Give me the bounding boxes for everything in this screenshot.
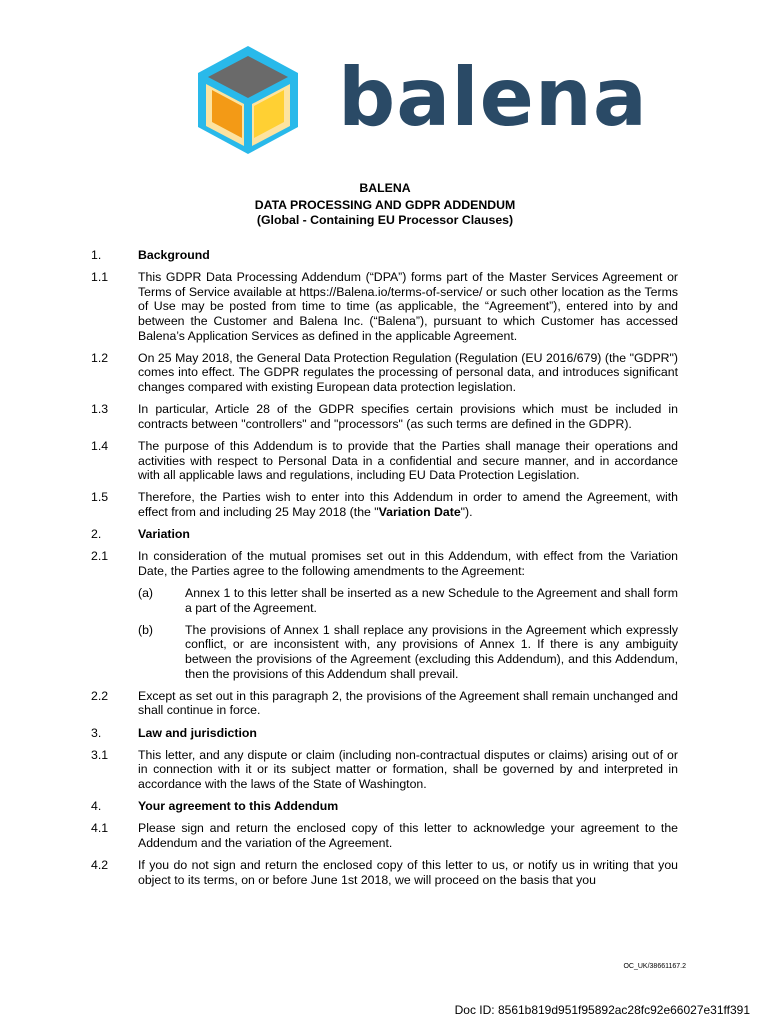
clause-text: The purpose of this Addendum is to provide that the Parties shall manage their operations and activities with respect to Personal Data in a confidential and secure manner, and in accordance with all applicable laws and regulations, including EU Data Protection Legislation. <box>138 438 678 483</box>
clause <box>91 748 678 792</box>
clause <box>91 490 678 519</box>
clause-text: On 25 May 2018, the General Data Protection Regulation (Regulation (EU 2016/679) (the "GDPR") comes into effect. The GDPR regulates the processing of personal data, and introduces significant changes compared with existing European data protection legislation. <box>138 350 678 394</box>
sub-clause <box>138 586 678 615</box>
clause-number: 1. <box>91 248 102 262</box>
clause <box>91 270 678 343</box>
clause-number: 1.1 <box>91 270 109 285</box>
clause-text: In particular, Article 28 of the GDPR specifies certain provisions which must be included in contracts between "controllers" and "processors" (as such terms are defined in the GDPR). <box>138 402 678 431</box>
clause-text: Annex 1 to this letter shall be inserted as a new Schedule to the Agreement and shall form a part of the Agreement. <box>185 586 678 615</box>
section-heading <box>91 527 678 542</box>
clause-text: Except as set out in this paragraph 2, the provisions of the Agreement shall remain unchanged and shall continue in force. <box>138 688 678 718</box>
clause-text: Your agreement to this Addendum <box>138 799 339 814</box>
clause <box>91 351 678 395</box>
section-heading <box>91 248 678 263</box>
clause-number: 1.2 <box>91 350 109 365</box>
clause <box>91 439 678 483</box>
balena-cube-icon <box>192 44 304 156</box>
doc-title-company: BALENA <box>359 181 411 195</box>
clause-number: (a) <box>138 586 154 601</box>
clause <box>91 549 678 578</box>
clause-number: 2. <box>91 527 102 542</box>
clause <box>91 689 678 718</box>
clause-number: 2.2 <box>91 688 109 703</box>
clause-text: Variation <box>138 527 190 542</box>
document-body <box>91 248 678 895</box>
clause-number: 3. <box>91 725 102 740</box>
clause-text: In consideration of the mutual promises set out in this Addendum, with effect from the Variation Date, the Parties agree to the following amendments to the Agreement: <box>138 549 678 578</box>
clause-text <box>138 490 678 519</box>
clause-number: 3.1 <box>91 747 109 762</box>
doc-title-subtitle: (Global - Containing EU Processor Clauses) <box>256 213 514 227</box>
sub-clause <box>138 623 678 681</box>
clause-number: 4.1 <box>91 821 109 836</box>
clause-text: Please sign and return the enclosed copy of this letter to acknowledge your agreement to the Addendum and the variation of the Agreement. <box>138 821 678 850</box>
section-heading <box>91 799 678 814</box>
clause-number: 1.3 <box>91 402 109 417</box>
clause-text: Law and jurisdiction <box>138 725 257 740</box>
clause-text: This letter, and any dispute or claim (including non-contractual disputes or claims) arising out of or in connection with it or its subject matter or formation, shall be governed by and interpreted in accordance with the laws of the State of Washington. <box>138 747 678 791</box>
doc-title-main: DATA PROCESSING AND GDPR ADDENDUM <box>254 198 516 212</box>
clause-text-before: Therefore, the Parties wish to enter into this Addendum in order to amend the Agreement, with effect from and including 25 May 2018 (the " <box>138 490 678 519</box>
clause-text: This GDPR Data Processing Addendum (“DPA”) forms part of the Master Services Agreement or Terms of Service available at https://Balena.io/terms-of-service/ or such other location as the Terms of Use may be posted from time to time (as applicable, the “Agreement”), entered into by and between the Customer and Balena Inc. (“Balena”), pursuant to which Customer has accessed Balena’s Application Services as defined in the applicable Agreement. <box>138 270 678 343</box>
clause-number: 4. <box>91 799 102 814</box>
clause-text-after: "). <box>460 504 473 519</box>
balena-logo <box>192 44 648 156</box>
clause-number: 2.1 <box>91 549 109 564</box>
clause-text: Background <box>138 248 210 262</box>
clause-number: 1.5 <box>91 490 109 505</box>
clause <box>91 402 678 431</box>
clause-text: The provisions of Annex 1 shall replace any provisions in the Agreement which expressly conflict, or are inconsistent with, any provisions of Annex 1. If there is any ambiguity between the provisions of the Agreement (excluding this Addendum), and this Addendum, then the provisions of this Addendum shall prevail. <box>185 622 678 681</box>
clause-number: 1.4 <box>91 438 109 453</box>
clause <box>91 821 678 850</box>
doc-id: Doc ID: 8561b819d951f95892ac28fc92e66027e31ff391 <box>454 1003 750 1017</box>
clause-number: 4.2 <box>91 858 109 873</box>
clause-number: (b) <box>138 622 154 637</box>
section-heading <box>91 726 678 741</box>
defined-term: Variation Date <box>378 504 461 519</box>
clause-text: If you do not sign and return the enclosed copy of this letter to us, or notify us in writing that you object to its terms, on or before June 1st 2018, we will proceed on the basis that you <box>138 858 678 887</box>
footer-reference: OC_UK/38661167.2 <box>623 963 686 970</box>
clause <box>91 858 678 887</box>
balena-wordmark: balena <box>338 51 648 144</box>
